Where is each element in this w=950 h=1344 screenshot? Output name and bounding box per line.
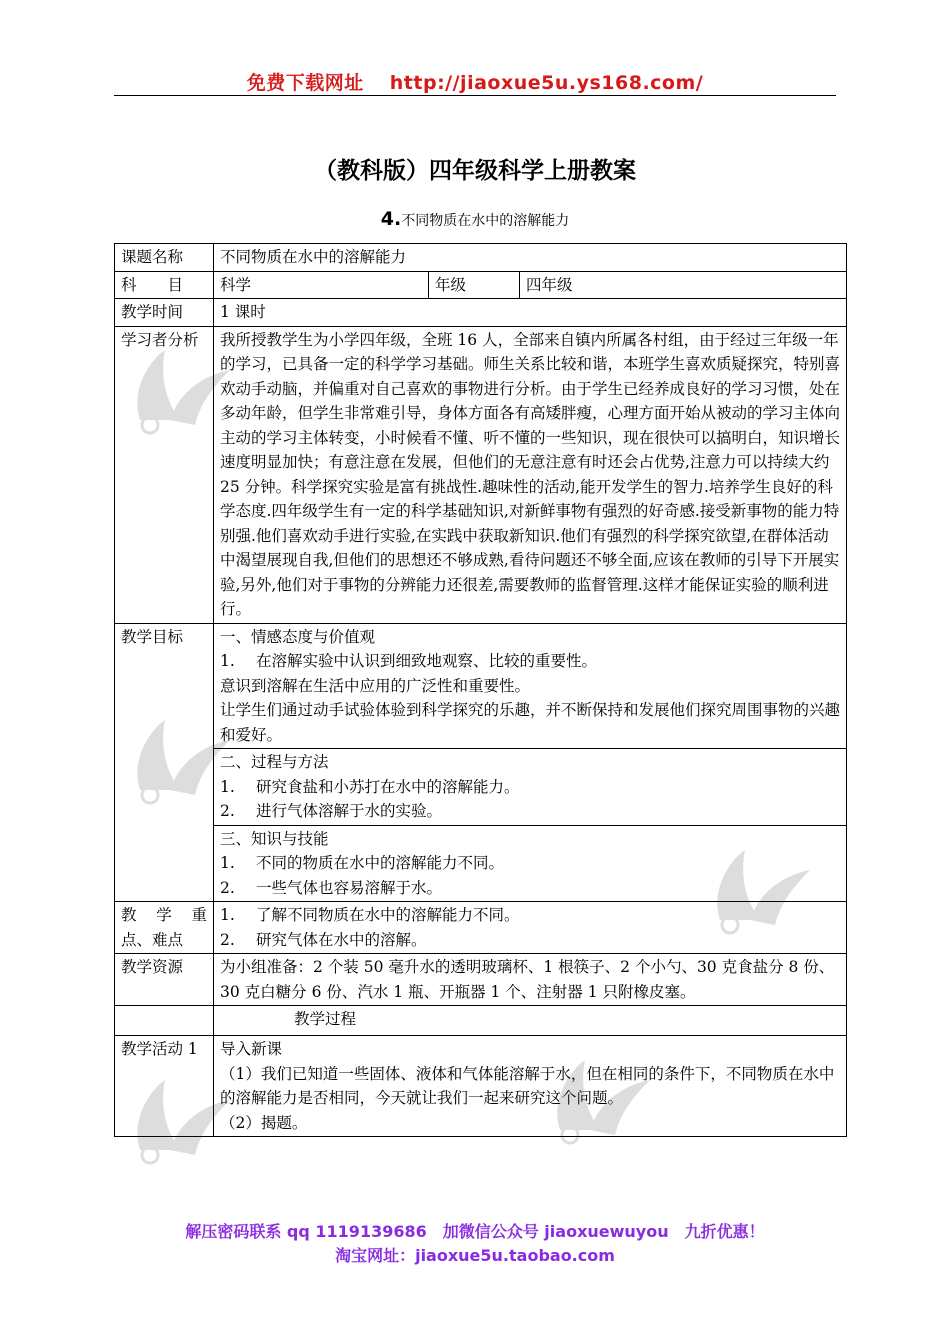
goal-knowledge-cell <box>214 825 847 902</box>
lesson-title <box>0 208 950 230</box>
lesson-plan-table <box>114 243 847 1137</box>
grade-value: 四年级 <box>520 271 847 299</box>
header-url[interactable]: http://jiaoxue5u.ys168.com/ <box>389 72 704 94</box>
header-download-link[interactable] <box>114 68 836 95</box>
activity1-label: 教学活动 1 <box>115 1036 214 1137</box>
table-row <box>115 299 847 327</box>
grade-label: 年级 <box>429 271 520 299</box>
process-heading <box>214 1006 847 1036</box>
table-row <box>115 1006 847 1036</box>
list-number: 2. <box>220 878 235 897</box>
list-number: 2. <box>220 930 235 949</box>
learner-analysis-text: 我所授教学生为小学四年级，全班 16 人，全部来自镇内所属各村组，由于经过三年级一年的学习，已具备一定的科学学习基础。师生关系比较和谐，本班学生喜欢质疑探究，特别喜欢动手动脑，并偏重对自己喜欢的事物进行分析。由于学生已经养成良好的学习习惯，处在多动年龄，但学生非常难引导，身体方面各有高矮胖瘦，心理方面开始从被动的学习主体向主动的学习主体转变，小时候看不懂、听不懂的一些知识，现在很快可以搞明白，知识增长速度明显加快；有意注意在发展，但他们的无意注意有时还会占优势,注意力可以持续大约 25 分钟。科学探究实验是富有挑战性.趣味性的活动,能开发学生的智力.培养学生良好的科学态度.四年级学生有一定的科学基础知识,对新鲜事物有强烈的好奇感.接受新事物的能力特别强.他们喜欢动手进行实验,在实践中获取新知识.他们有强烈的科学探究欲望,在群体活动中渴望展现自我,但他们的思想还不够成熟,看待问题还不够全面,应该在教师的引导下开展实验,另外,他们对于事物的分辨能力还很差,需要教师的监督管理.这样才能保证实验的顺利进行。 <box>214 326 847 623</box>
goal-process-heading: 二、过程与方法 <box>220 753 329 771</box>
resources-label: 教学资源 <box>115 954 214 1006</box>
keypoints-cell <box>214 902 847 954</box>
list-number: 1. <box>220 854 235 872</box>
list-item <box>220 851 840 876</box>
goal-knowledge-item: 不同的物质在水中的溶解能力不同。 <box>256 854 505 872</box>
goals-label: 教学目标 <box>115 623 214 902</box>
list-number: 1. <box>220 652 235 670</box>
goal-process-cell <box>214 749 847 826</box>
activity1-title: 导入新课 <box>220 1040 283 1058</box>
goal-emotion-item: 在溶解实验中认识到细致地观察、比较的重要性。 <box>256 652 598 670</box>
footer-contact-line: 解压密码联系 qq 1119139686 加微信公众号 jiaoxuewuyou 九折优惠！ <box>185 1222 765 1241</box>
goal-process-item: 研究食盐和小苏打在水中的溶解能力。 <box>256 777 520 796</box>
goal-emotion-line: 让学生们通过动手试验体验到科学探究的乐趣，并不断保持和发展他们探究周围事物的兴趣和爱好。 <box>220 701 841 744</box>
keypoint-item: 研究气体在水中的溶解。 <box>256 930 427 949</box>
keypoints-label: 教 学 重点、难点 <box>115 902 214 954</box>
table-row <box>115 244 847 272</box>
header-divider <box>114 95 836 96</box>
list-item <box>220 649 840 674</box>
list-item <box>220 928 840 953</box>
table-row <box>115 902 847 954</box>
table-row <box>115 623 847 749</box>
subject-value: 科学 <box>214 271 429 299</box>
learner-label: 学习者分析 <box>115 326 214 623</box>
resources-text: 为小组准备：2 个装 50 毫升水的透明玻璃杯、1 根筷子、2 个小勺、30 克食盐分 8 份、30 克白糖分 6 份、汽水 1 瓶、开瓶器 1 个、注射器 1 只附橡皮塞。 <box>214 954 847 1006</box>
list-item <box>220 876 840 901</box>
process-heading-text: 教学过程 <box>294 1010 357 1028</box>
list-item <box>220 799 840 824</box>
keypoint-item: 了解不同物质在水中的溶解能力不同。 <box>256 906 520 924</box>
header-label: 免费下载网址 <box>246 72 364 94</box>
footer-shop-link[interactable]: 淘宝网址：jiaoxue5u.taobao.com <box>335 1246 615 1265</box>
table-row <box>115 1036 847 1137</box>
activity1-cell <box>214 1036 847 1137</box>
list-number: 2. <box>220 802 235 820</box>
goal-knowledge-item: 一些气体也容易溶解于水。 <box>256 878 443 897</box>
goal-knowledge-heading: 三、知识与技能 <box>220 829 329 848</box>
list-item <box>220 775 840 800</box>
subject-label: 科 目 <box>115 271 214 299</box>
topic-label: 课题名称 <box>115 244 214 272</box>
goal-emotion-heading: 一、情感态度与价值观 <box>220 627 376 646</box>
table-row <box>115 271 847 299</box>
table-row <box>115 954 847 1006</box>
goal-process-item: 进行气体溶解于水的实验。 <box>256 802 443 820</box>
activity1-paragraph: （2）揭题。 <box>220 1113 308 1132</box>
table-row <box>115 749 847 826</box>
list-number: 1. <box>220 906 235 924</box>
lesson-number: 4. <box>380 208 402 230</box>
table-row <box>115 825 847 902</box>
list-item <box>220 903 840 928</box>
time-value: 1 课时 <box>214 299 847 327</box>
table-row <box>115 326 847 623</box>
lesson-name: 不同物质在水中的溶解能力 <box>401 213 570 229</box>
list-number: 1. <box>220 777 235 796</box>
process-blank-cell <box>115 1006 214 1036</box>
goal-emotion-cell <box>214 623 847 749</box>
activity1-paragraph: （1）我们已知道一些固体、液体和气体能溶解于水，但在相同的条件下，不同物质在水中的溶解能力是否相同，今天就让我们一起来研究这个问题。 <box>220 1064 835 1107</box>
topic-value: 不同物质在水中的溶解能力 <box>214 244 847 272</box>
goal-emotion-line: 意识到溶解在生活中应用的广泛性和重要性。 <box>220 676 531 695</box>
time-label: 教学时间 <box>115 299 214 327</box>
document-title: （教科版）四年级科学上册教案 <box>314 158 636 184</box>
